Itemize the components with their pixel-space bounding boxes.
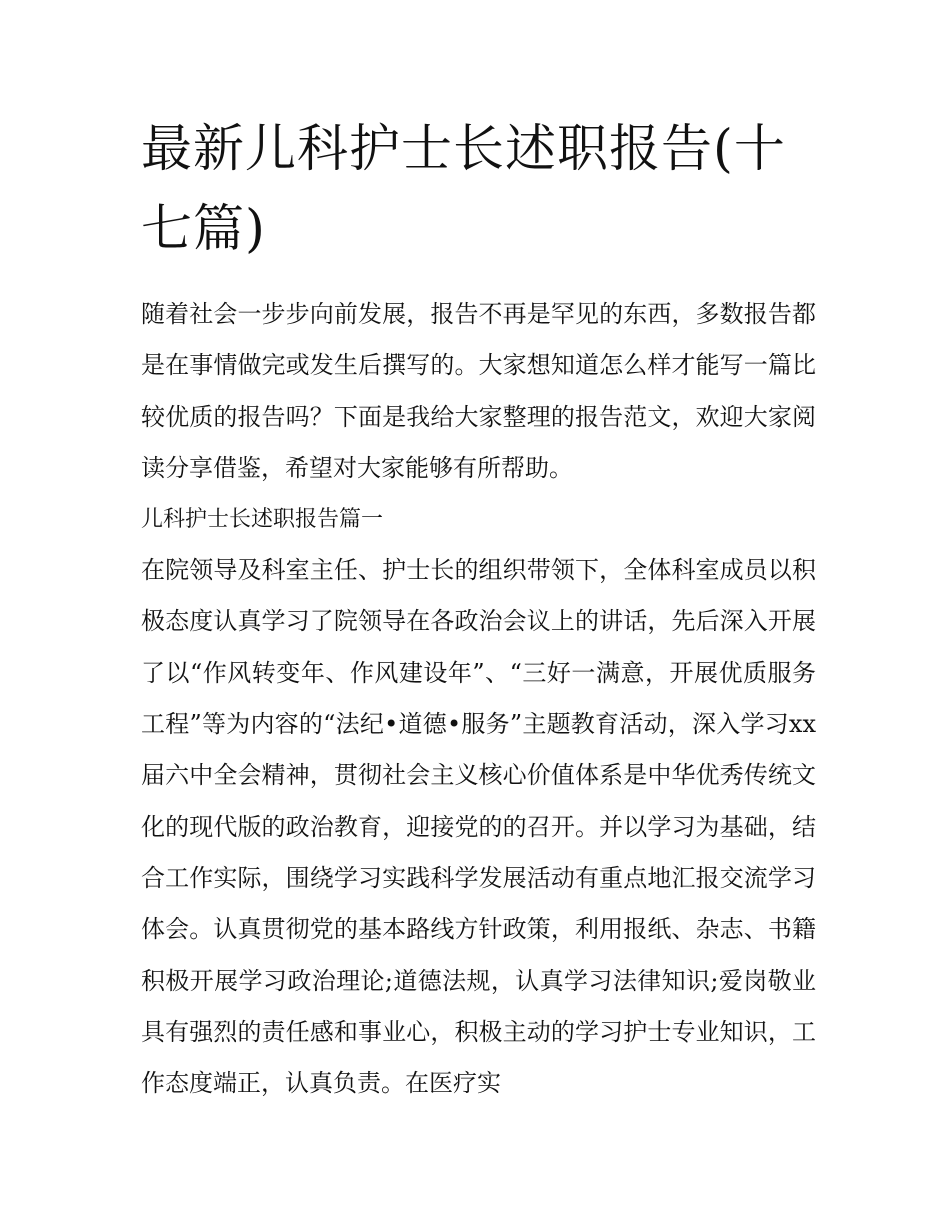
section-heading: 儿科护士长述职报告篇一 — [141, 507, 384, 533]
document-title: 最新儿科护士长述职报告(十七篇) — [141, 120, 786, 259]
intro-paragraph: 随着社会一步步向前发展，报告不再是罕见的东西，多数报告都是在事情做完或发生后撰写的。大家想知道怎么样才能写一篇比较优质的报告吗？下面是我给大家整理的报告范文，欢迎大家阅读分享借鉴，希望对大家能够有所帮助。 — [141, 300, 816, 482]
body-paragraph: 在院领导及科室主任、护士长的组织带领下，全体科室成员以积极态度认真学习了院领导在各政治会议上的讲话，先后深入开展了以“作风转变年、作风建设年”、“三好一满意，开展优质服务工程”等为内容的“法纪•道德•服务”主题教育活动，深入学习xx届六中全会精神，贯彻社会主义核心价值体系是中华优秀传统文化的现代版的政治教育，迎接党的的召开。并以学习为基础，结合工作实际，围绕学习实践科学发展活动有重点地汇报交流学习体会。认真贯彻党的基本路线方针政策，利用报纸、杂志、书籍积极开展学习政治理论;道德法规，认真学习法律知识;爱岗敬业具有强烈的责任感和事业心，积极主动的学习护士专业知识，工作态度端正，认真负责。在医疗实 — [141, 556, 816, 1098]
document-content — [141, 110, 816, 1109]
